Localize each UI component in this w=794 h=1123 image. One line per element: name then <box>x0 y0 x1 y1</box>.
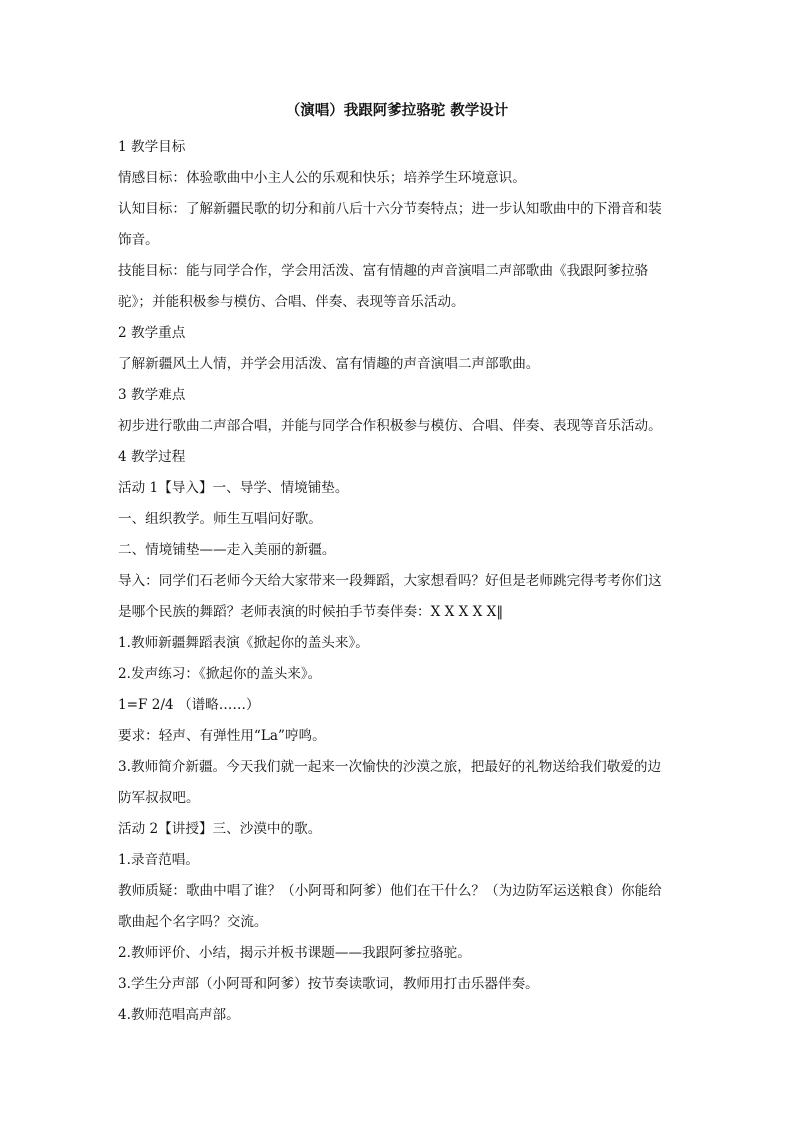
text-line: 情感目标：体验歌曲中小主人公的乐观和快乐；培养学生环境意识。 <box>118 170 526 186</box>
text-line: 饰音。 <box>118 232 159 248</box>
text-line: 活动 2【讲授】三、沙漠中的歌。 <box>118 821 322 837</box>
text-line: 教师质疑：歌曲中唱了谁？（小阿哥和阿爹）他们在干什么？（为边防军运送粮食）你能给 <box>118 883 662 899</box>
text-line: 活动 1【导入】一、导学、情境铺垫。 <box>118 480 349 496</box>
text-line: 3.教师简介新疆。今天我们就一起来一次愉快的沙漠之旅，把最好的礼物送给我们敬爱的边 <box>118 759 662 775</box>
text-line: 4.教师范唱高声部。 <box>118 1007 240 1023</box>
text-line: 歌曲起个名字吗？交流。 <box>118 914 268 930</box>
text-line: 一、组织教学。师生互唱问好歌。 <box>118 511 322 527</box>
text-line: 防军叔叔吧。 <box>118 790 200 806</box>
text-line: 了解新疆风土人情，并学会用活泼、富有情趣的声音演唱二声部歌曲。 <box>118 356 540 372</box>
text-line: 1 教学目标 <box>118 139 186 155</box>
text-line: 是哪个民族的舞蹈？老师表演的时候拍手节奏伴奏：X X X X X‖ <box>118 604 504 620</box>
text-line: 驼》；并能积极参与模仿、合唱、伴奏、表现等音乐活动。 <box>118 294 465 310</box>
text-line: 2.教师评价、小结，揭示并板书课题——我跟阿爹拉骆驼。 <box>118 945 471 961</box>
text-line: 3 教学难点 <box>118 387 186 403</box>
text-line: 初步进行歌曲二声部合唱，并能与同学合作积极参与模仿、合唱、伴奏、表现等音乐活动。 <box>118 418 662 434</box>
document-title: （演唱）我跟阿爹拉骆驼 教学设计 <box>285 102 509 119</box>
text-line: 2.发声练习：《掀起你的盖头来》。 <box>118 666 322 682</box>
text-line: 2 教学重点 <box>118 325 186 341</box>
text-line: 技能目标：能与同学合作，学会用活泼、富有情趣的声音演唱二声部歌曲《我跟阿爹拉骆 <box>118 263 649 279</box>
text-line: 1.录音范唱。 <box>118 852 199 868</box>
text-line: 导入：同学们石老师今天给大家带来一段舞蹈，大家想看吗？好但是老师跳完得考考你们这 <box>118 573 662 589</box>
text-line: 二、情境铺垫——走入美丽的新疆。 <box>118 542 336 558</box>
text-line: 1.教师新疆舞蹈表演《掀起你的盖头来》。 <box>118 635 369 651</box>
document-body <box>118 132 682 1031</box>
text-line: 1=F 2/4 （谱略……） <box>118 697 260 713</box>
text-line: 认知目标：了解新疆民歌的切分和前八后十六分节奏特点；进一步认知歌曲中的下滑音和装 <box>118 201 662 217</box>
text-line: 4 教学过程 <box>118 449 186 465</box>
text-line: 3.学生分声部（小阿哥和阿爹）按节奏读歌词，教师用打击乐器伴奏。 <box>118 976 539 992</box>
text-line: 要求：轻声、有弹性用“La”哼鸣。 <box>118 728 326 744</box>
